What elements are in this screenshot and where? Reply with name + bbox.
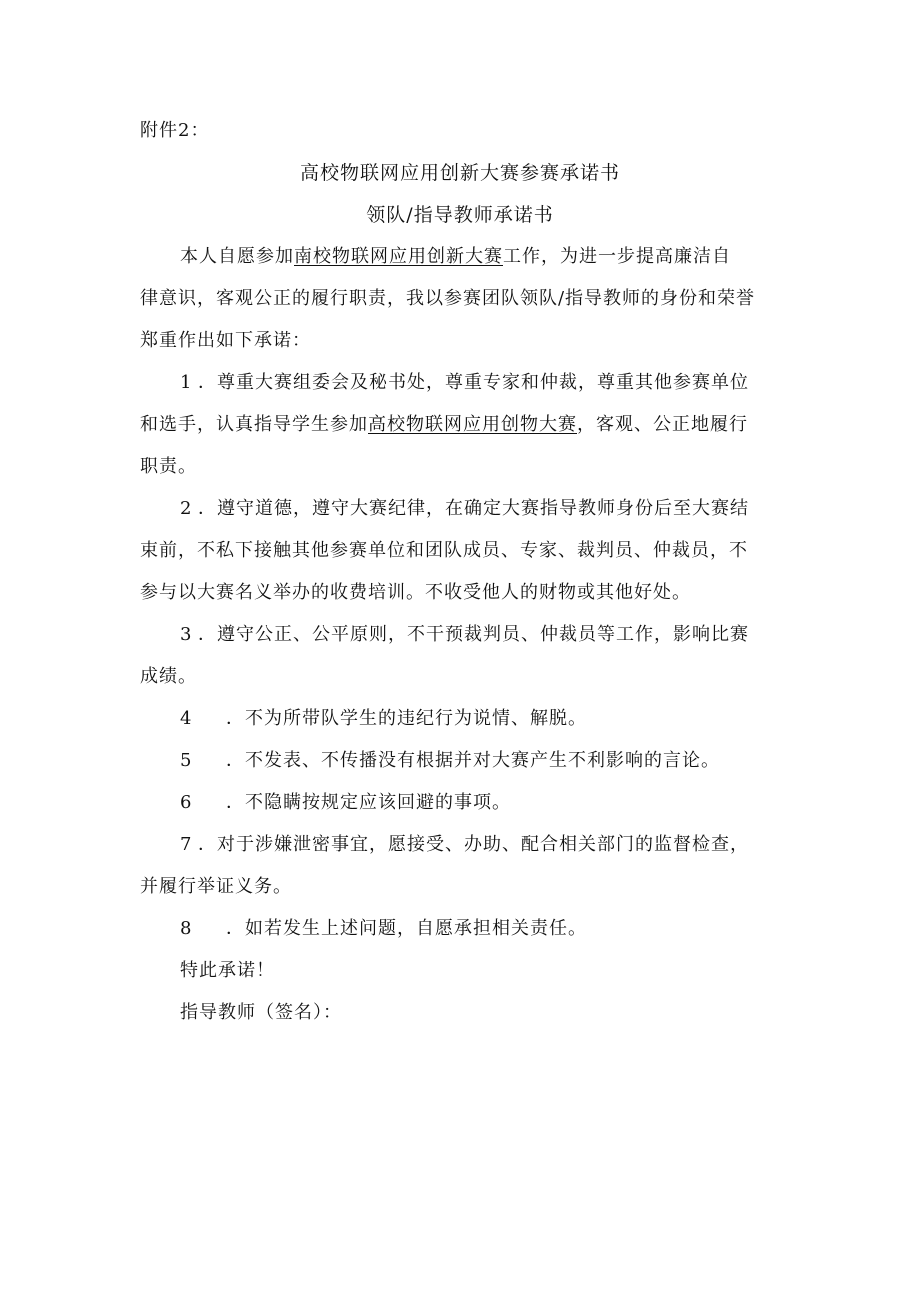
- item-1-line-1: [180, 372, 749, 394]
- item-number: 4: [180, 708, 193, 729]
- item-text: ，客观、公正地履行: [577, 414, 748, 435]
- competition-name-underlined: 南校物联网应用创新大赛: [294, 246, 503, 267]
- item-5-line-1: [180, 750, 720, 772]
- intro-line-3: 郑重作出如下承诺：: [140, 330, 311, 351]
- item-6-line-1: [180, 792, 511, 814]
- item-text: ．如若发生上述问题，自愿承担相关责任。: [226, 918, 587, 939]
- item-3-line-1: [180, 624, 749, 646]
- item-text: ．遵守公正、公平原则，不干预裁判员、仲裁员等工作，影响比赛: [198, 624, 749, 645]
- item-text: ．不隐瞒按规定应该回避的事项。: [226, 792, 511, 813]
- item-text: 和选手，认真指导学生参加: [140, 414, 368, 435]
- document-subtitle: 领队/指导教师承诺书: [366, 204, 554, 226]
- item-number: 8: [180, 918, 193, 939]
- competition-name-underlined: 高校物联网应用创物大赛: [368, 414, 577, 435]
- intro-text: 本人自愿参加: [180, 246, 294, 267]
- item-3-line-2: 成绩。: [140, 666, 197, 687]
- item-number: 1: [180, 372, 193, 393]
- item-number: 7: [180, 834, 193, 855]
- item-number: 3: [180, 624, 193, 645]
- item-text: ．不发表、不传播没有根据并对大赛产生不利影响的言论。: [226, 750, 720, 771]
- item-text: ．对于涉嫌泄密事宜，愿接受、办助、配合相关部门的监督检查，: [198, 834, 749, 855]
- item-number: 5: [180, 750, 193, 771]
- item-1-line-2: [140, 414, 748, 436]
- item-text: ．遵守道德，遵守大赛纪律，在确定大赛指导教师身份后至大赛结: [198, 498, 749, 519]
- item-number: 6: [180, 792, 193, 813]
- item-7-line-2: 并履行举证义务。: [140, 876, 292, 897]
- document-title: 高校物联网应用创新大赛参赛承诺书: [299, 162, 620, 184]
- item-4-line-1: [180, 708, 587, 730]
- attachment-label: 附件2：: [140, 120, 210, 141]
- intro-line-1: [180, 246, 731, 268]
- item-text: ．尊重大赛组委会及秘书处，尊重专家和仲裁，尊重其他参赛单位: [198, 372, 749, 393]
- item-2-line-2: 束前，不私下接触其他参赛单位和团队成员、专家、裁判员、仲裁员，不: [140, 540, 748, 561]
- intro-text: 工作，为进一步提高廉洁自: [503, 246, 731, 267]
- item-number: 2: [180, 498, 193, 519]
- signature-label: 指导教师（签名）：: [180, 1002, 342, 1023]
- item-8-line-1: [180, 918, 587, 940]
- item-7-line-1: [180, 834, 749, 856]
- item-text: ．不为所带队学生的违纪行为说情、解脱。: [226, 708, 587, 729]
- item-1-line-3: 职责。: [140, 456, 197, 477]
- item-2-line-3: 参与以大赛名义举办的收费培训。不收受他人的财物或其他好处。: [140, 582, 691, 603]
- item-2-line-1: [180, 498, 749, 520]
- closing-statement: 特此承诺！: [180, 960, 275, 981]
- intro-line-2: 律意识，客观公正的履行职责，我以参赛团队领队/指导教师的身份和荣誉: [140, 288, 756, 309]
